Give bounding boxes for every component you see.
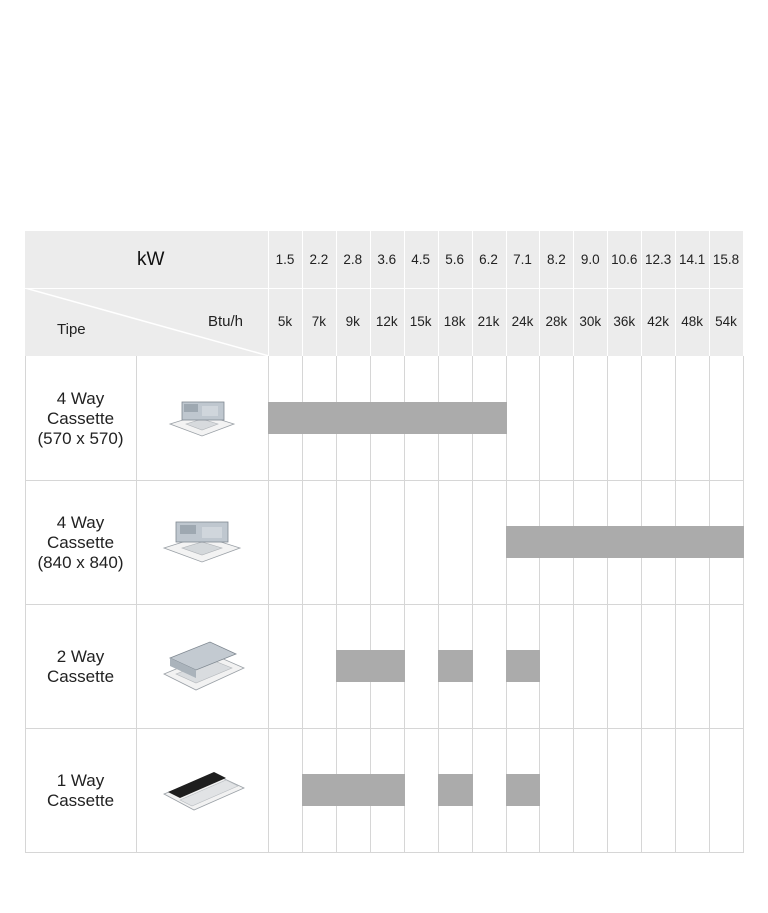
availability-bar xyxy=(302,774,405,806)
header-diagonal-divider xyxy=(25,288,269,356)
row-label-line: Cassette xyxy=(46,791,115,810)
header-column-divider xyxy=(438,231,439,356)
row-label-line: Cassette xyxy=(46,409,115,428)
availability-bar xyxy=(438,774,473,806)
btu-tick-label: 28k xyxy=(545,314,568,329)
row-label-line: 4 Way xyxy=(56,513,105,532)
row-label-line: 1 Way xyxy=(56,771,105,790)
btu-tick-label: 18k xyxy=(443,314,466,329)
btu-tick-label: 30k xyxy=(579,314,602,329)
header-column-divider xyxy=(573,231,574,356)
row-label-line: (570 x 570) xyxy=(37,429,124,448)
header-column-divider xyxy=(370,231,371,356)
btu-tick-label: 54k xyxy=(715,314,737,329)
row-label-line: 2 Way xyxy=(56,647,105,666)
row-label-line: (840 x 840) xyxy=(37,553,124,572)
grid-row-line xyxy=(25,728,744,729)
btu-tick-label: 36k xyxy=(613,314,636,329)
availability-bar xyxy=(336,650,405,682)
btu-tick-label: 24k xyxy=(511,314,534,329)
kw-tick-label: 5.6 xyxy=(445,252,464,267)
header-column-divider xyxy=(472,231,473,356)
header-column-divider xyxy=(336,231,337,356)
kw-tick-label: 10.6 xyxy=(611,252,638,267)
btu-tick-label: 9k xyxy=(345,314,360,329)
kw-tick-label: 14.1 xyxy=(678,252,706,267)
kw-tick-label: 8.2 xyxy=(546,252,566,267)
header-column-divider xyxy=(641,231,642,356)
header-column-divider xyxy=(302,231,303,356)
availability-bar xyxy=(506,650,540,682)
availability-bar xyxy=(506,774,540,806)
kw-tick-label: 15.8 xyxy=(712,252,740,267)
btu-tick-label: 15k xyxy=(409,314,432,329)
header-column-divider xyxy=(506,231,507,356)
kw-tick-label: 7.1 xyxy=(513,252,532,267)
4-way-cassette-840-unit-icon xyxy=(162,516,242,566)
row-label-4way-570 xyxy=(25,389,136,449)
kw-tick-label: 9.0 xyxy=(580,252,600,267)
availability-bar xyxy=(506,526,744,558)
btu-tick-label: 7k xyxy=(311,314,327,329)
kw-tick-label: 6.2 xyxy=(479,252,498,267)
kw-tick-label: 1.5 xyxy=(275,252,295,267)
header-column-divider xyxy=(404,231,405,356)
kw-tick-label: 2.8 xyxy=(343,252,363,267)
row-label-4way-840 xyxy=(25,513,136,573)
header-column-divider xyxy=(743,231,744,356)
row-label-line: Cassette xyxy=(46,533,115,552)
btu-tick-label: 12k xyxy=(375,314,398,329)
row-label-line: 4 Way xyxy=(56,389,105,408)
4-way-cassette-570-unit-icon xyxy=(166,396,238,440)
kw-tick-label: 12.3 xyxy=(645,252,672,267)
btu-tick-label: 5k xyxy=(277,314,293,329)
row-label-1way xyxy=(25,771,136,811)
btu-tick-label: 48k xyxy=(681,314,703,329)
row-label-2way xyxy=(25,647,136,687)
kw-unit-label: kW xyxy=(137,249,165,270)
header-column-divider xyxy=(268,231,269,356)
grid-row-line xyxy=(25,604,744,605)
grid-row-line xyxy=(25,480,744,481)
header-column-divider xyxy=(675,231,676,356)
header-row-divider xyxy=(25,288,743,289)
2-way-cassette-unit-icon xyxy=(160,638,248,696)
type-unit-label: Tipe xyxy=(57,321,86,338)
grid-row-line xyxy=(25,852,744,853)
1-way-cassette-unit-icon xyxy=(160,764,248,816)
kw-tick-label: 2.2 xyxy=(309,252,329,267)
header-column-divider xyxy=(709,231,710,356)
kw-tick-label: 3.6 xyxy=(377,252,397,267)
btu-unit-label: Btu/h xyxy=(208,313,244,330)
availability-bar xyxy=(438,650,473,682)
btu-tick-label: 21k xyxy=(477,314,500,329)
kw-tick-label: 4.5 xyxy=(411,252,431,267)
header-column-divider xyxy=(607,231,608,356)
header-column-divider xyxy=(539,231,540,356)
btu-tick-label: 42k xyxy=(647,314,670,329)
availability-bar xyxy=(268,402,507,434)
row-label-line: Cassette xyxy=(46,667,115,686)
